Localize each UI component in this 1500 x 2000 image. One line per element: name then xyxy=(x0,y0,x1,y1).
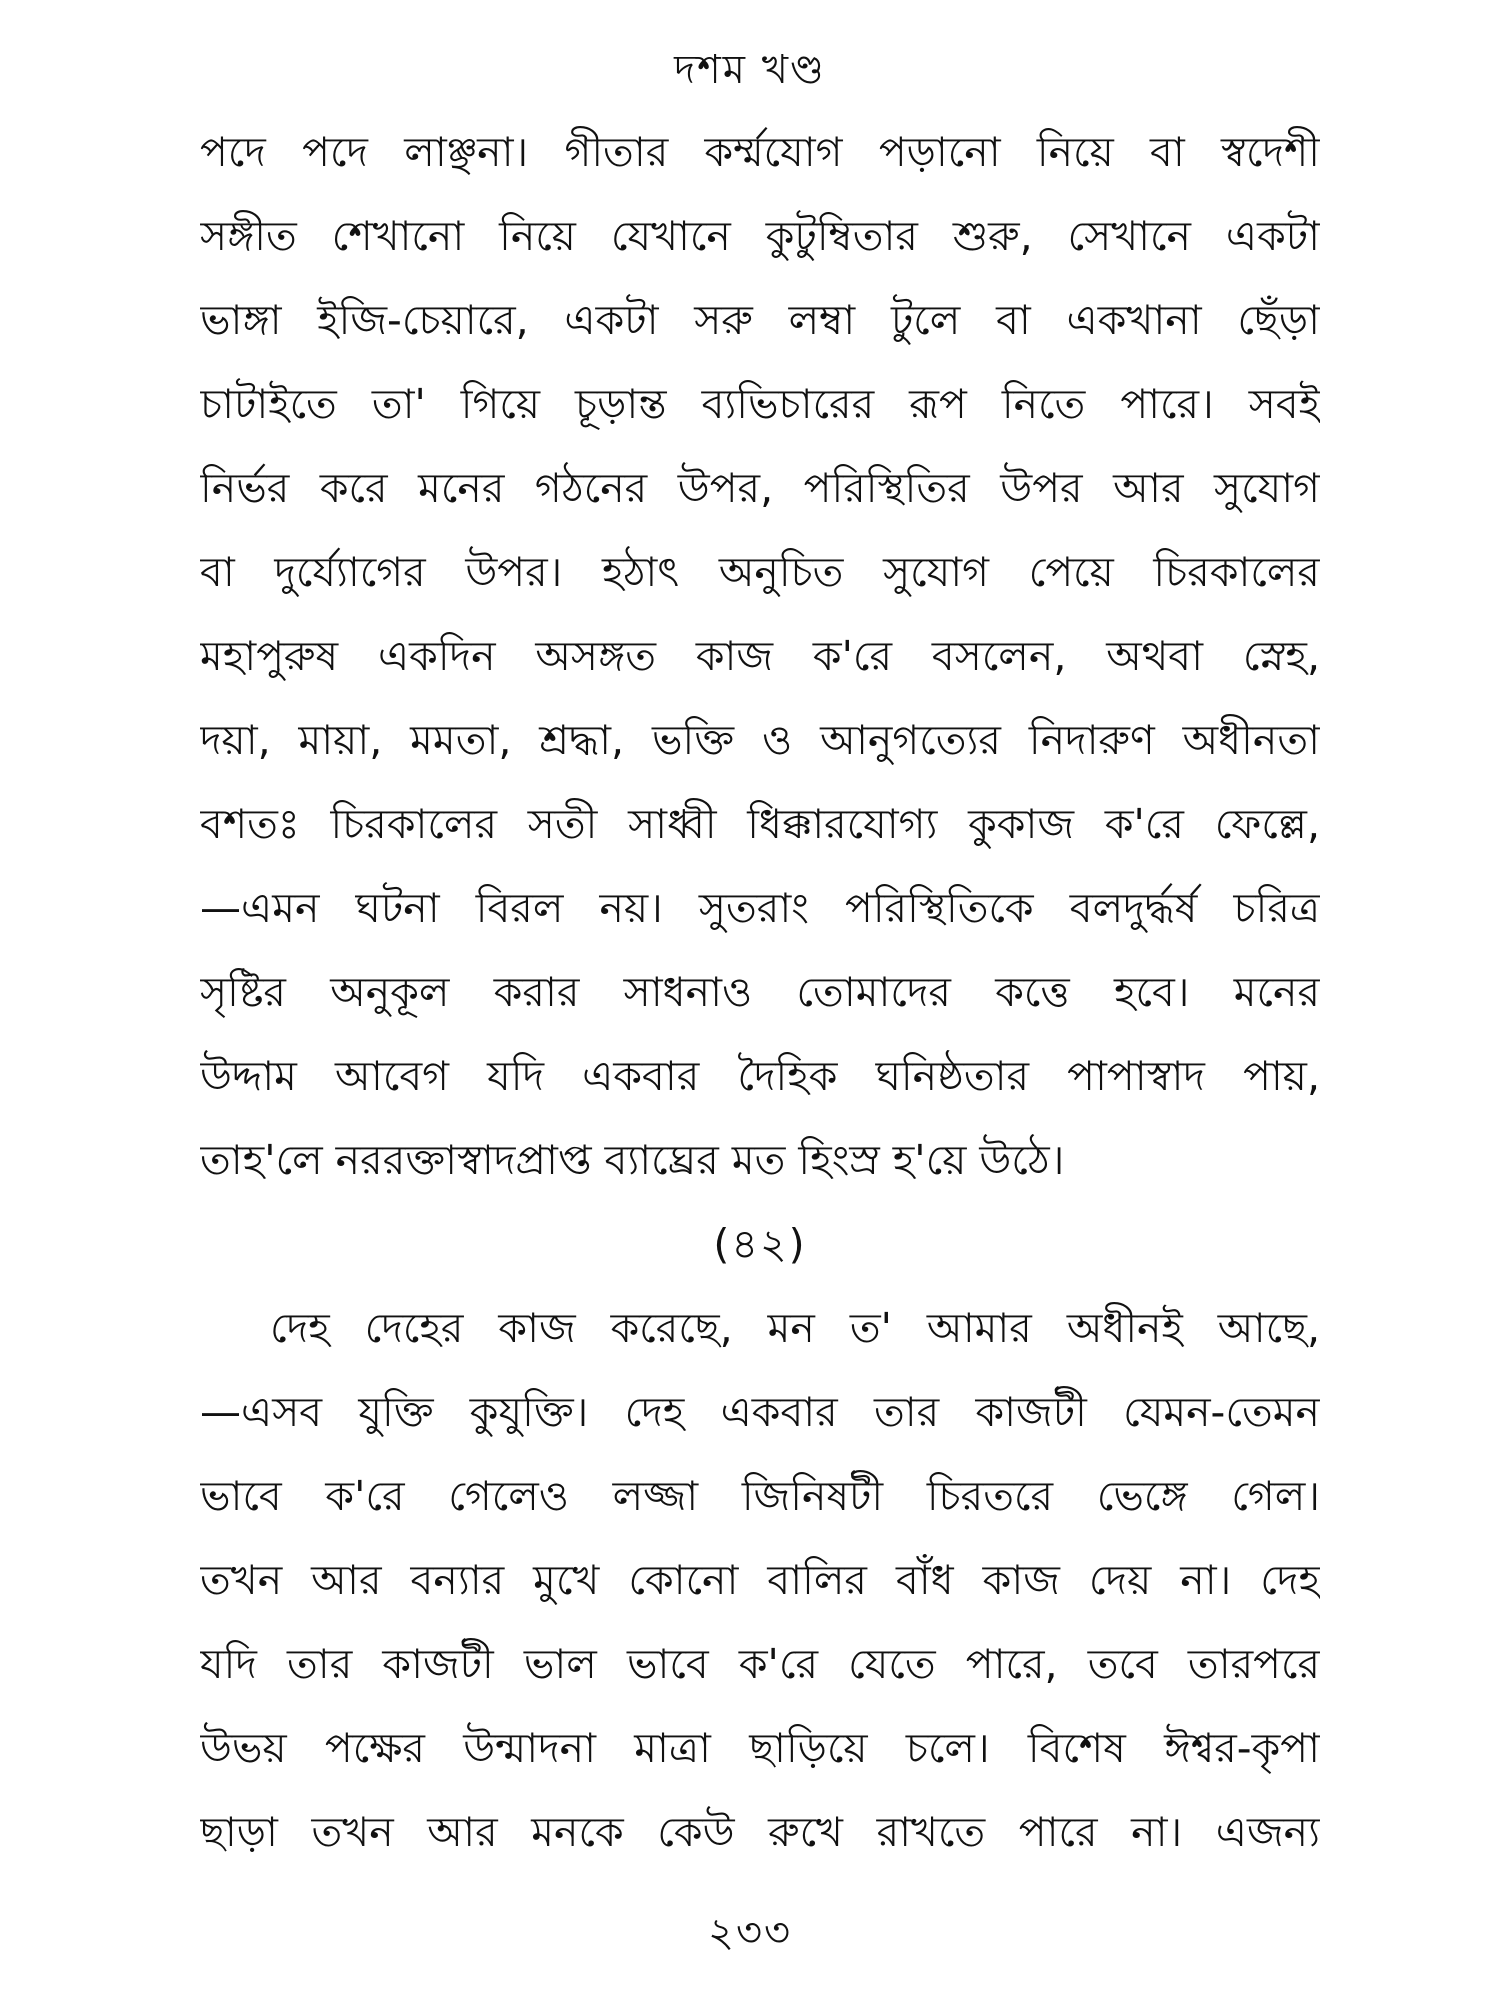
text-line: দয়া, মায়া, মমতা, শ্রদ্ধা, ভক্তি ও আনুগত্যের নিদারুণ অধীনতা xyxy=(200,716,1320,764)
text-line: দেহ দেহের কাজ করেছে, মন ত' আমার অধীনই আছে, xyxy=(270,1304,1320,1352)
text-line: পদে পদে লাঞ্ছনা। গীতার কর্ম্মযোগ পড়ানো নিয়ে বা স্বদেশী xyxy=(200,128,1320,176)
text-line: চাটাইতে তা' গিয়ে চূড়ান্ত ব্যভিচারের রূপ নিতে পারে। সবই xyxy=(200,380,1320,428)
running-head: দশম খণ্ড xyxy=(674,47,826,93)
text-line: বশতঃ চিরকালের সতী সাধ্বী ধিক্কারযোগ্য কুকাজ ক'রে ফেল্লে, xyxy=(200,800,1320,848)
text-line: ছাড়া তখন আর মনকে কেউ রুখে রাখতে পারে না। এজন্য xyxy=(200,1808,1320,1856)
text-line: বা দুর্য্যোগের উপর। হঠাৎ অনুচিত সুযোগ পেয়ে চিরকালের xyxy=(200,548,1320,596)
text-line: ভাবে ক'রে গেলেও লজ্জা জিনিষটী চিরতরে ভেঙ্গে গেল। xyxy=(200,1472,1320,1520)
body-text xyxy=(200,110,1320,1874)
paragraph-continued xyxy=(200,110,1320,1202)
text-line: সৃষ্টির অনুকূল করার সাধনাও তোমাদের কত্তে হবে। মনের xyxy=(200,968,1320,1016)
text-line: তখন আর বন্যার মুখে কোনো বালির বাঁধ কাজ দেয় না। দেহ xyxy=(200,1556,1320,1604)
section-number: (৪২) xyxy=(713,1220,807,1268)
text-line: যদি তার কাজটী ভাল ভাবে ক'রে যেতে পারে, তবে তারপরে xyxy=(200,1640,1320,1688)
page-number: ২৩৩ xyxy=(707,1910,793,1956)
paragraph-42 xyxy=(200,1286,1320,1874)
text-line: মহাপুরুষ একদিন অসঙ্গত কাজ ক'রে বসলেন, অথবা স্নেহ, xyxy=(200,632,1320,680)
text-line: ভাঙ্গা ইজি-চেয়ারে, একটা সরু লম্বা টুলে বা একখানা ছেঁড়া xyxy=(200,296,1320,344)
text-line: —এসব যুক্তি কুযুক্তি। দেহ একবার তার কাজটী যেমন-তেমন xyxy=(200,1388,1320,1436)
text-line: উভয় পক্ষের উন্মাদনা মাত্রা ছাড়িয়ে চলে। বিশেষ ঈশ্বর-কৃপা xyxy=(200,1724,1320,1772)
text-line: নির্ভর করে মনের গঠনের উপর, পরিস্থিতির উপর আর সুযোগ xyxy=(200,464,1320,512)
text-line: উদ্দাম আবেগ যদি একবার দৈহিক ঘনিষ্ঠতার পাপাস্বাদ পায়, xyxy=(200,1052,1320,1100)
text-line: সঙ্গীত শেখানো নিয়ে যেখানে কুটুম্বিতার শুরু, সেখানে একটা xyxy=(200,212,1320,260)
text-line: তাহ'লে নররক্তাস্বাদপ্রাপ্ত ব্যাঘ্রের মত হিংস্র হ'য়ে উঠে। xyxy=(200,1136,1065,1184)
text-line: —এমন ঘটনা বিরল নয়। সুতরাং পরিস্থিতিকে বলদুর্দ্ধর্ষ চরিত্র xyxy=(200,884,1320,932)
